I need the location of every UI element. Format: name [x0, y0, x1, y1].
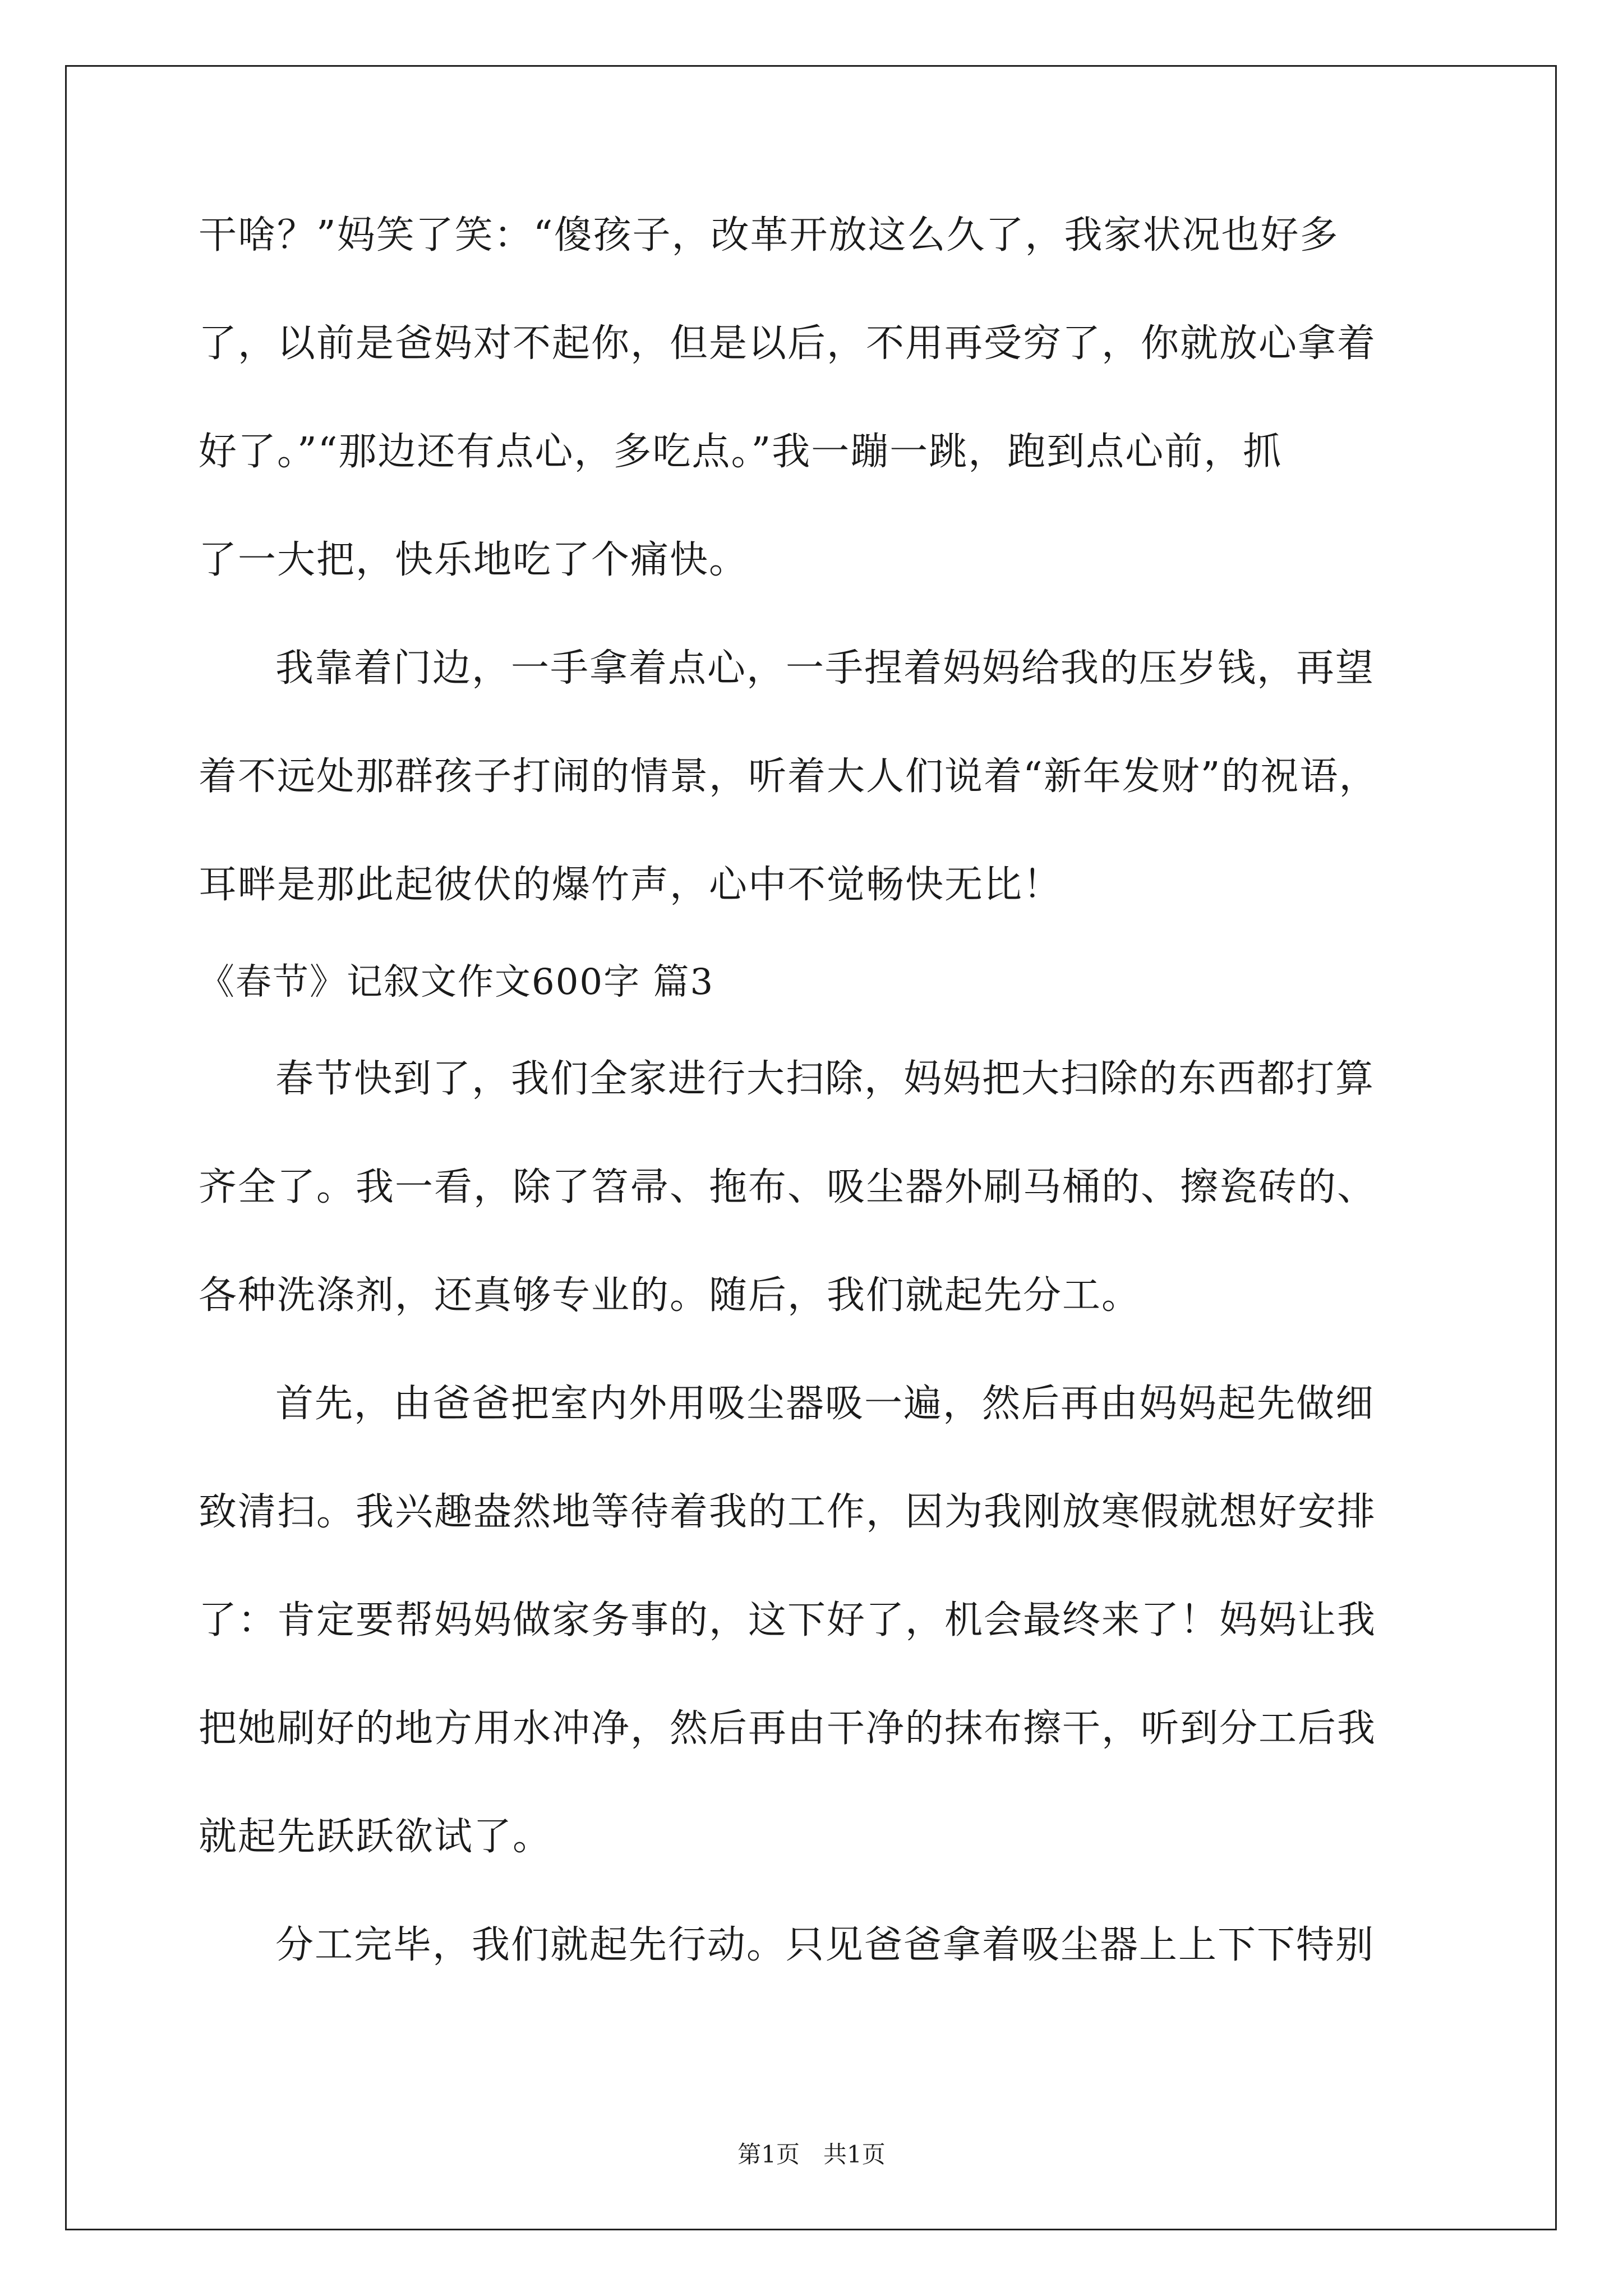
text-line: 耳畔是那此起彼伏的爆竹声，心中不觉畅快无比！	[199, 863, 1063, 907]
text-line: 好了。”“那边还有点心，多吃点。”我一蹦一跳，跑到点心前，抓	[199, 430, 1283, 474]
text-line: 春节快到了，我们全家进行大扫除，妈妈把大扫除的东西都打算	[275, 1057, 1375, 1101]
text-line: 各种洗涤剂，还真够专业的。随后，我们就起先分工。	[199, 1273, 1141, 1318]
text-line: 干啥？”妈笑了笑：“傻孩子，改革开放这么久了，我家状况也好多	[199, 213, 1339, 257]
section-heading: 《春节》记叙文作文600字 篇3	[199, 961, 714, 1003]
text-line: 就起先跃跃欲试了。	[199, 1815, 552, 1859]
text-line: 着不远处那群孩子打闹的情景，听着大人们说着“新年发财”的祝语，	[199, 754, 1378, 799]
page-number: 第1页 共1页	[737, 2141, 886, 2168]
text-line: 了，以前是爸妈对不起你，但是以后，不用再受穷了，你就放心拿着	[199, 321, 1377, 366]
text-line: 首先，由爸爸把室内外用吸尘器吸一遍，然后再由妈妈起先做细	[275, 1382, 1375, 1426]
text-line: 致清扫。我兴趣盎然地等待着我的工作，因为我刚放寒假就想好安排	[199, 1490, 1377, 1534]
page-border	[65, 65, 1557, 2230]
text-line: 我靠着门边，一手拿着点心，一手捏着妈妈给我的压岁钱，再望	[275, 646, 1375, 691]
text-line: 分工完毕，我们就起先行动。只见爸爸拿着吸尘器上上下下特别	[275, 1923, 1375, 1967]
text-line: 齐全了。我一看，除了笤帚、拖布、吸尘器外刷马桶的、擦瓷砖的、	[199, 1165, 1377, 1209]
text-line: 了：肯定要帮妈妈做家务事的，这下好了，机会最终来了！妈妈让我	[199, 1598, 1377, 1642]
text-line: 把她刷好的地方用水冲净，然后再由干净的抹布擦干，听到分工后我	[199, 1706, 1377, 1751]
text-line: 了一大把，快乐地吃了个痛快。	[199, 538, 749, 582]
